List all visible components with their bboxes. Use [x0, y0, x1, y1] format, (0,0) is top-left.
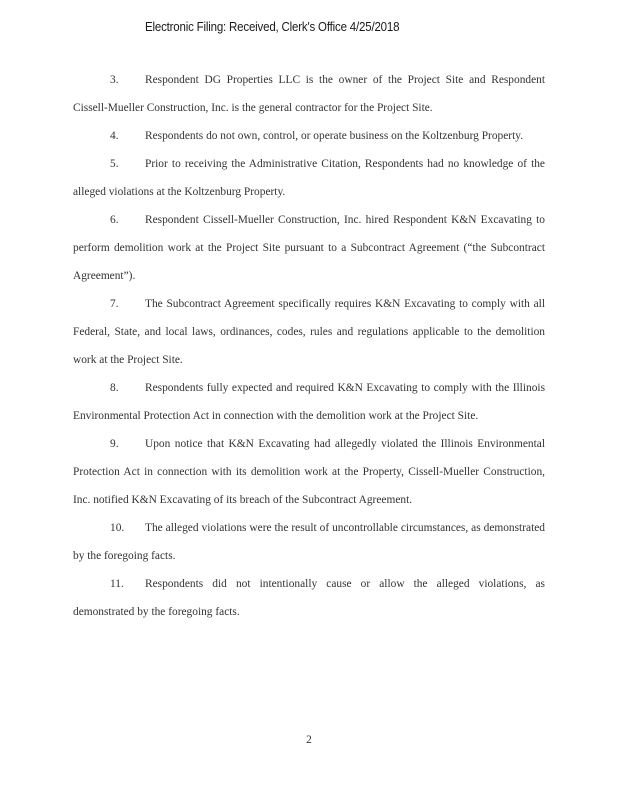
paragraph-text: Respondents fully expected and required K&N Excavating to comply with the Illinois Environmental Protection Act in connection with the demolition work at the Project Site.: [73, 382, 545, 422]
paragraph-4: [73, 122, 545, 150]
paragraph-text: Prior to receiving the Administrative Citation, Respondents had no knowledge of the alleged violations at the Koltzenburg Property.: [73, 158, 545, 198]
paragraph-text: Respondents do not own, control, or operate business on the Koltzenburg Property.: [145, 130, 524, 142]
paragraph-8: [73, 374, 545, 430]
paragraph-9: [73, 430, 545, 514]
paragraph-number: 3.: [110, 74, 119, 86]
paragraph-text: Upon notice that K&N Excavating had allegedly violated the Illinois Environmental Protection Act in connection with its demolition work at the Property, Cissell-Mueller Construction, Inc. notified K&N Excavating of its breach of the Subcontract Agreement.: [73, 438, 545, 506]
paragraph-10: [73, 514, 545, 570]
paragraph-text: The alleged violations were the result of uncontrollable circumstances, as demonstrated by the foregoing facts.: [73, 522, 545, 562]
document-body: [73, 66, 545, 626]
page-number: 2: [306, 734, 312, 746]
paragraph-number: 8.: [110, 382, 119, 394]
paragraph-number: 9.: [110, 438, 119, 450]
paragraph-number: 10.: [110, 522, 125, 534]
paragraph-number: 11.: [110, 578, 124, 590]
paragraph-6: [73, 206, 545, 290]
paragraph-number: 4.: [110, 130, 119, 142]
paragraph-11: [73, 570, 545, 626]
paragraph-text: Respondents did not intentionally cause or allow the alleged violations, as demonstrated by the foregoing facts.: [73, 578, 545, 618]
paragraph-5: [73, 150, 545, 206]
paragraph-number: 7.: [110, 298, 119, 310]
paragraph-text: Respondent Cissell-Mueller Construction, Inc. hired Respondent K&N Excavating to perform demolition work at the Project Site pursuant to a Subcontract Agreement (“the Subcontract Agreement”).: [73, 214, 545, 282]
paragraph-7: [73, 290, 545, 374]
paragraph-text: Respondent DG Properties LLC is the owner of the Project Site and Respondent Cissell-Mueller Construction, Inc. is the general contractor for the Project Site.: [73, 74, 545, 114]
filing-stamp-header: Electronic Filing: Received, Clerk's Office 4/25/2018: [145, 20, 400, 34]
paragraph-number: 6.: [110, 214, 119, 226]
paragraph-3: [73, 66, 545, 122]
paragraph-number: 5.: [110, 158, 119, 170]
paragraph-text: The Subcontract Agreement specifically requires K&N Excavating to comply with all Federal, State, and local laws, ordinances, codes, rules and regulations applicable to the demolition work at the Project Site.: [73, 298, 545, 366]
